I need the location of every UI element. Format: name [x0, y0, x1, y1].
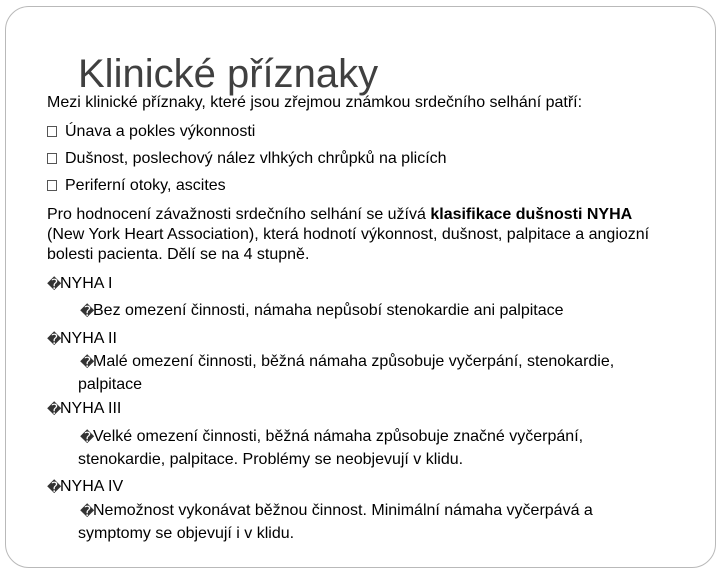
missing-glyph-icon: �	[47, 276, 62, 292]
nyha-description: � Nemožnost vykonávat běžnou činnost. Minimální námaha vyčerpává a	[93, 499, 593, 523]
nyha-description: � Bez omezení činnosti, námaha nepůsobí stenokardie ani palpitace	[93, 299, 564, 323]
missing-glyph-icon: �	[80, 429, 95, 445]
missing-glyph-icon: �	[80, 503, 95, 519]
intro-text: Mezi klinické příznaky, které jsou zřejmou známkou srdečního selhání patří:	[47, 94, 583, 111]
nyha-level: � NYHA III	[60, 397, 121, 421]
missing-glyph-icon: �	[47, 479, 62, 495]
nyha-description-cont: symptomy se objevují i v klidu.	[78, 525, 295, 542]
symptom-item: Únava a pokles výkonnosti	[47, 122, 255, 142]
slide-title: Klinické příznaky	[78, 52, 379, 96]
nyha-level: � NYHA IV	[60, 475, 123, 499]
missing-glyph-icon: �	[80, 354, 95, 370]
nyha-description-cont: palpitace	[78, 376, 143, 393]
bullet-box-icon	[47, 153, 57, 164]
bullet-box-icon	[47, 180, 57, 191]
symptom-item: Periferní otoky, ascites	[47, 176, 226, 196]
missing-glyph-icon: �	[47, 331, 62, 347]
nyha-description: � Velké omezení činnosti, běžná námaha způsobuje značné vyčerpání,	[93, 425, 583, 449]
bullet-box-icon	[47, 126, 57, 137]
missing-glyph-icon: �	[80, 303, 95, 319]
nyha-paragraph: Pro hodnocení závažnosti srdečního selhání se užívá klasifikace dušnosti NYHA (New York Heart Association), která hodnotí výkonnost, dušnost, palpitace a angiozní bolesti pacienta. Dělí se na 4 stupně.	[47, 206, 650, 263]
nyha-level: � NYHA II	[60, 327, 117, 351]
nyha-description: � Malé omezení činnosti, běžná námaha způsobuje vyčerpání, stenokardie,	[93, 350, 614, 374]
missing-glyph-icon: �	[47, 401, 62, 417]
symptom-item: Dušnost, poslechový nález vlhkých chrůpků na plicích	[47, 149, 447, 169]
nyha-level: � NYHA I	[60, 272, 112, 296]
nyha-description-cont: stenokardie, palpitace. Problémy se neobjevují v klidu.	[78, 451, 464, 468]
